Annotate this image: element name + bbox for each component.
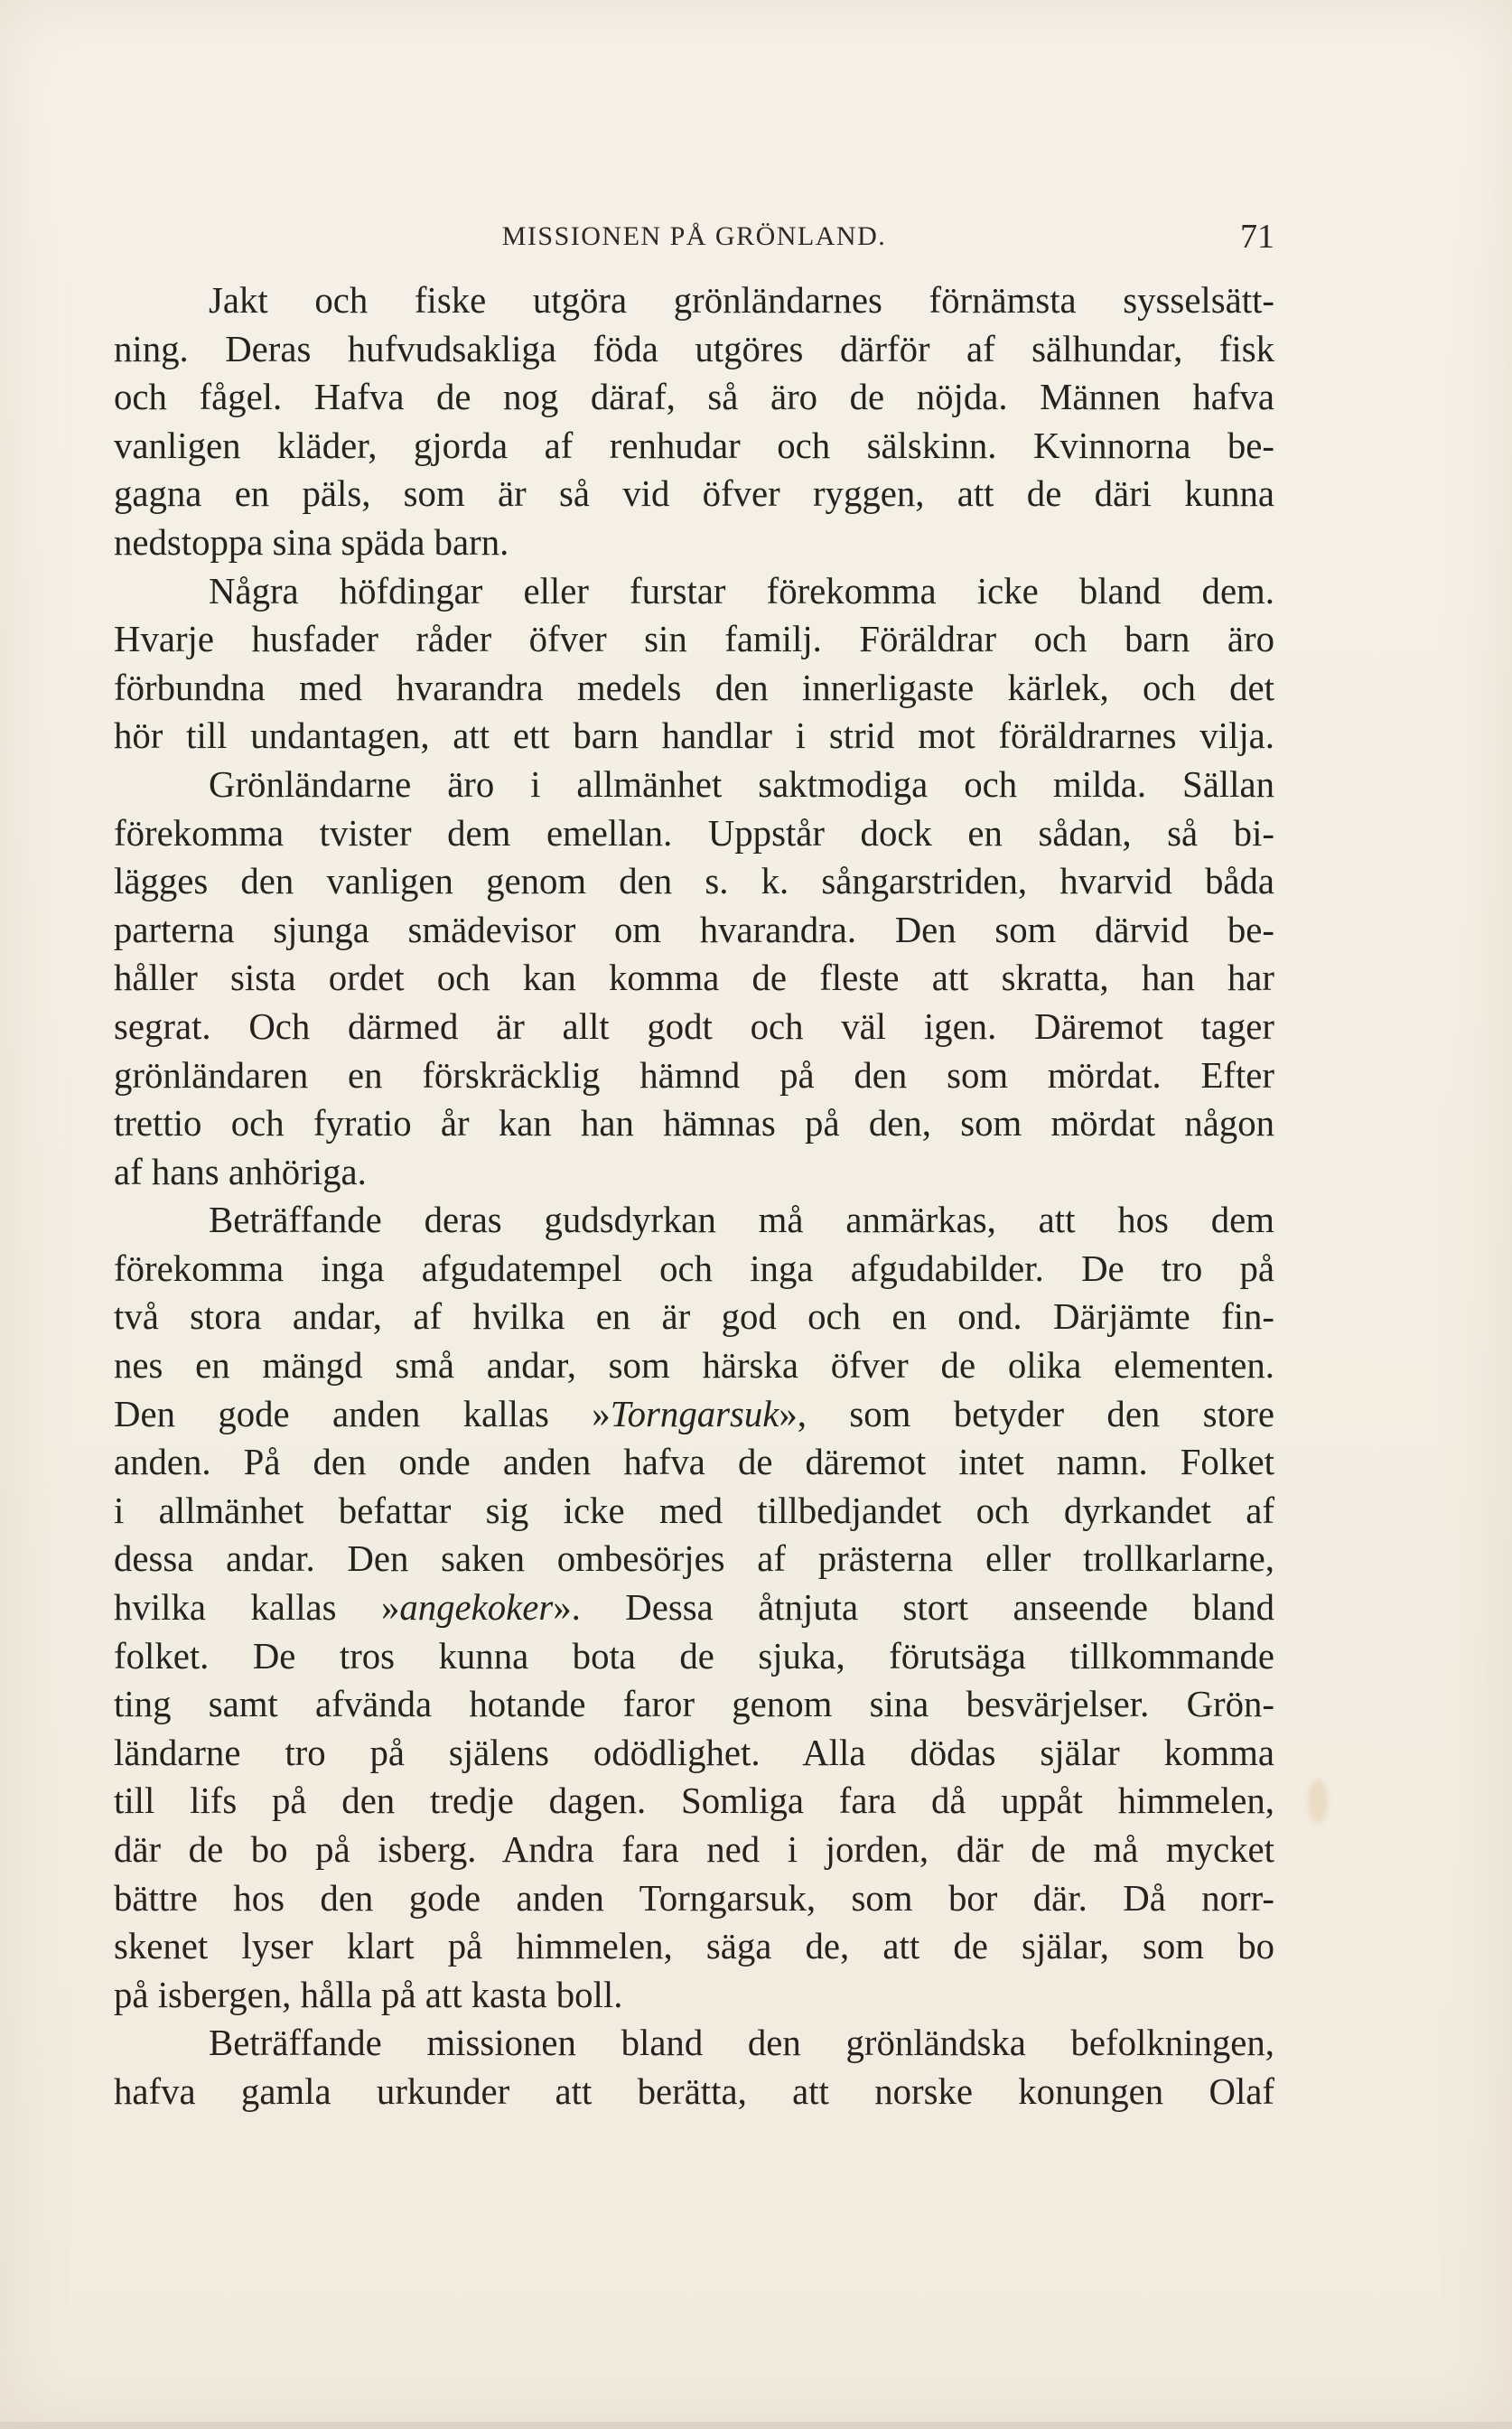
text-segment: », som betyder den store [779,1393,1274,1434]
text-segment: hvilka kallas » [114,1587,400,1629]
text-segment: ». Dessa åtnjuta stort anseende bland [553,1587,1274,1629]
text-line: Grönländarne äro i allmänhet saktmodiga och milda. Sällan [209,763,1274,805]
paper-stain [1308,1780,1328,1823]
italic-term: Torngarsuk [610,1393,779,1434]
text-line: där de bo på isberg. Andra fara ned i jorden, där de må mycket [114,1829,1274,1870]
text-line: parterna sjunga smädevisor om hvarandra. Den som därvid be- [114,909,1274,950]
text-line: och fågel. Hafva de nog däraf, så äro de nöjda. Männen hafva [114,377,1274,418]
text-line: Beträffande missionen bland den grönländska befolkningen, [209,2023,1274,2064]
text-line: håller sista ordet och kan komma de fleste att skratta, han har [114,958,1274,999]
running-head [114,215,1274,258]
text-line: till lifs på den tredje dagen. Somliga fara då uppåt himmelen, [114,1780,1274,1822]
text-line: segrat. Och därmed är allt godt och väl igen. Däremot tager [114,1005,1274,1047]
text-line [114,1584,1274,1632]
text-line: ning. Deras hufvudsakliga föda utgöres därför af sälhundar, fisk [114,328,1274,369]
text-line: två stora andar, af hvilka en är god och en ond. Därjämte fin- [114,1296,1274,1338]
text-line: Några höfdingar eller furstar förekomma icke bland dem. [209,570,1274,612]
text-line: trettio och fyratio år kan han hämnas på den, som mördat någon [114,1103,1274,1144]
text-line: hafva gamla urkunder att berätta, att norske konungen Olaf [114,2070,1274,2112]
running-title: MISSIONEN PÅ GRÖNLAND. [501,221,887,251]
italic-term: angekoker [399,1587,554,1629]
text-line: nes en mängd små andar, som härska öfver de olika elementen. [114,1345,1274,1387]
text-line: dessa andar. Den saken ombesörjes af prästerna eller trollkarlarne, [114,1538,1274,1580]
text-line [114,1390,1274,1439]
text-line: i allmänhet befattar sig icke med tillbedjandet och dyrkandet af [114,1490,1274,1531]
text-line: Hvarje husfader råder öfver sin familj. Föräldrar och barn äro [114,619,1274,660]
text-line: folket. De tros kunna bota de sjuka, förutsäga tillkommande [114,1635,1274,1677]
text-line: förekomma inga afgudatempel och inga afgudabilder. De tro på [114,1247,1274,1289]
text-line: hör till undantagen, att ett barn handlar i strid mot föräldrarnes vilja. [114,715,1274,757]
text-line: Beträffande deras gudsdyrkan må anmärkas, att hos dem [209,1200,1274,1241]
page-edge [0,2422,1512,2429]
text-segment: Den gode anden kallas » [114,1393,611,1434]
text-line: af hans anhöriga. [114,1151,367,1192]
text-line: förekomma tvister dem emellan. Uppstår dock en sådan, så bi- [114,812,1274,854]
text-line: ting samt afvända hotande faror genom sina besvärjelser. Grön- [114,1684,1274,1725]
text-line: vanligen kläder, gjorda af renhudar och sälskinn. Kvinnorna be- [114,425,1274,466]
text-line: skenet lyser klart på himmelen, säga de, att de själar, som bo [114,1926,1274,1967]
page-number: 71 [1240,218,1274,256]
text-line: ländarne tro på själens odödlighet. Alla dödas själar komma [114,1732,1274,1773]
text-line: Jakt och fiske utgöra grönländarnes förnämsta sysselsätt- [209,280,1274,321]
text-line: förbundna med hvarandra medels den innerligaste kärlek, och det [114,667,1274,708]
text-line: lägges den vanligen genom den s. k. sångarstriden, hvarvid båda [114,861,1274,902]
text-line: grönländaren en förskräcklig hämnd på den som mördat. Efter [114,1054,1274,1096]
body-text [114,276,1274,2116]
text-line: nedstoppa sina späda barn. [114,521,509,563]
text-line: på isbergen, hålla på att kasta boll. [114,1974,623,2015]
text-line: anden. På den onde anden hafva de däremot intet namn. Folket [114,1442,1274,1483]
text-line: bättre hos den gode anden Torngarsuk, som bor där. Då norr- [114,1877,1274,1919]
text-line: gagna en päls, som är så vid öfver ryggen, att de däri kunna [114,473,1274,515]
